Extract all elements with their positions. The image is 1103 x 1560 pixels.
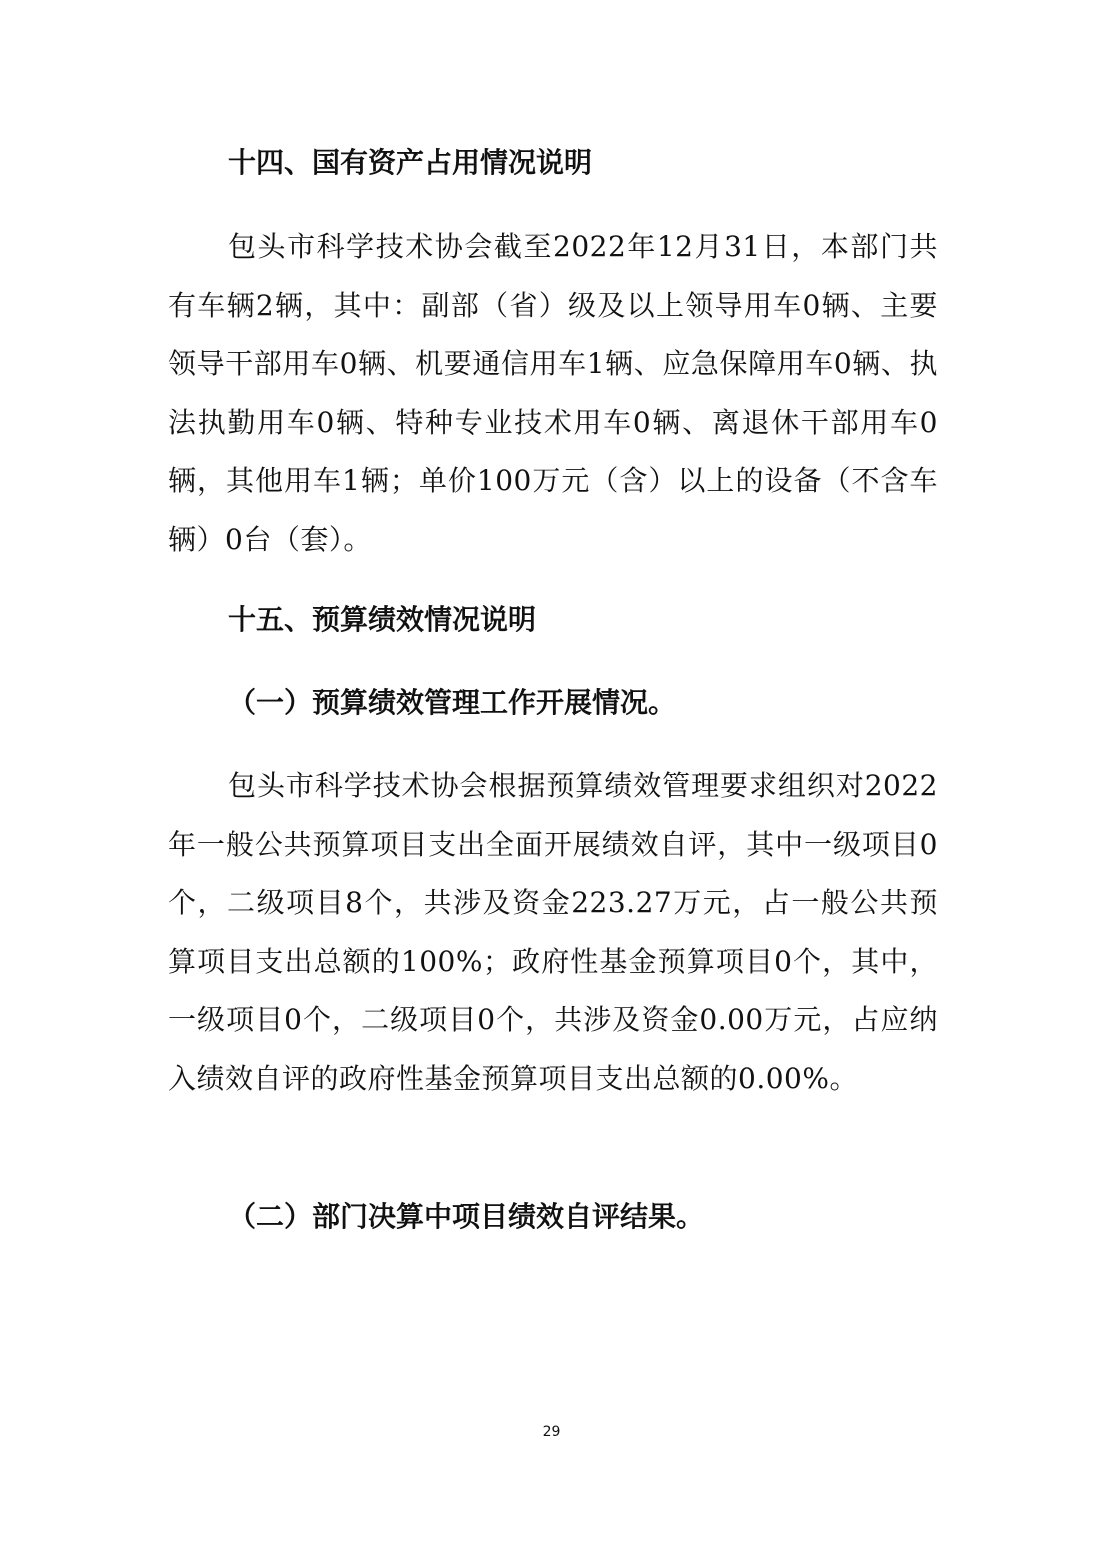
section-14-paragraph: 包头市科学技术协会截至2022年12月31日，本部门共有车辆2辆，其中：副部（省）级及以上领导用车0辆、主要领导干部用车0辆、机要通信用车1辆、应急保障用车0辆、执法执勤用车0辆、特种专业技术用车0辆、离退休干部用车0辆，其他用车1辆；单价100万元（含）以上的设备（不含车辆）0台（套）。 <box>168 230 938 556</box>
subsection-1-paragraph: 包头市科学技术协会根据预算绩效管理要求组织对2022年一般公共预算项目支出全面开展绩效自评，其中一级项目0个，二级项目8个，共涉及资金223.27万元，占一般公共预算项目支出总额的100%；政府性基金预算项目0个，其中，一级项目0个，二级项目0个，共涉及资金0.00万元，占应纳入绩效自评的政府性基金预算项目支出总额的0.00%。 <box>168 769 938 1095</box>
subsection-1-heading: （一）预算绩效管理工作开展情况。 <box>228 686 677 719</box>
subsection-2-heading: （二）部门决算中项目绩效自评结果。 <box>228 1200 705 1233</box>
section-15-heading: 十五、预算绩效情况说明 <box>228 603 537 636</box>
page-number: 29 <box>542 1424 561 1440</box>
section-14-heading: 十四、国有资产占用情况说明 <box>228 146 593 179</box>
